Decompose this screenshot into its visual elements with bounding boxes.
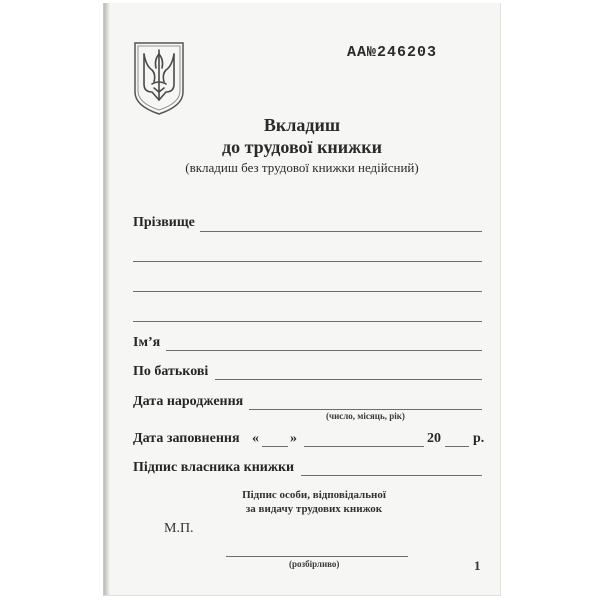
patronymic-label: По батькові: [133, 364, 209, 379]
patronymic-field[interactable]: [215, 379, 482, 380]
insert-page: [103, 3, 501, 596]
fill-date-close-quote: »: [290, 431, 297, 446]
fill-year-prefix: 20: [427, 431, 441, 446]
document-subtitle: (вкладиш без трудової книжки недійсний): [185, 160, 419, 175]
fill-day-field[interactable]: [262, 446, 288, 447]
page-number: 1: [474, 558, 481, 573]
surname-field-line2[interactable]: [133, 261, 482, 262]
surname-field-line4[interactable]: [133, 321, 482, 322]
surname-field-line3[interactable]: [133, 291, 482, 292]
surname-field[interactable]: [200, 231, 482, 232]
stamp-place-label: М.П.: [164, 521, 194, 536]
fill-year-suffix: р.: [473, 431, 485, 446]
fill-year-field[interactable]: [445, 446, 469, 447]
serial-number: АА№246203: [347, 44, 438, 61]
fill-date-open-quote: «: [252, 431, 259, 446]
document-title: Вкладиш: [263, 115, 341, 135]
owner-signature-label: Підпис власника книжки: [133, 460, 295, 475]
fill-date-label: Дата заповнення: [133, 431, 240, 446]
birth-date-field[interactable]: [249, 409, 482, 410]
page-binding-shadow: [104, 3, 110, 595]
surname-label: Прізвище: [133, 215, 195, 230]
first-name-label: Ім’я: [133, 335, 161, 350]
owner-signature-field[interactable]: [301, 475, 482, 476]
trident-emblem-icon: [132, 40, 186, 116]
birth-date-label: Дата народження: [133, 394, 244, 409]
first-name-field[interactable]: [166, 350, 482, 351]
document-title-line2: до трудової книжки: [222, 137, 382, 157]
issuer-signature-caption-line2: за видачу трудових книжок: [245, 503, 383, 515]
decipher-hint: (розбірливо): [289, 559, 340, 569]
issuer-signature-field[interactable]: [226, 556, 408, 557]
birth-date-hint: (число, місяць, рік): [326, 411, 405, 421]
fill-month-field[interactable]: [304, 446, 424, 447]
issuer-signature-caption: Підпис особи, відповідальної: [242, 489, 386, 501]
